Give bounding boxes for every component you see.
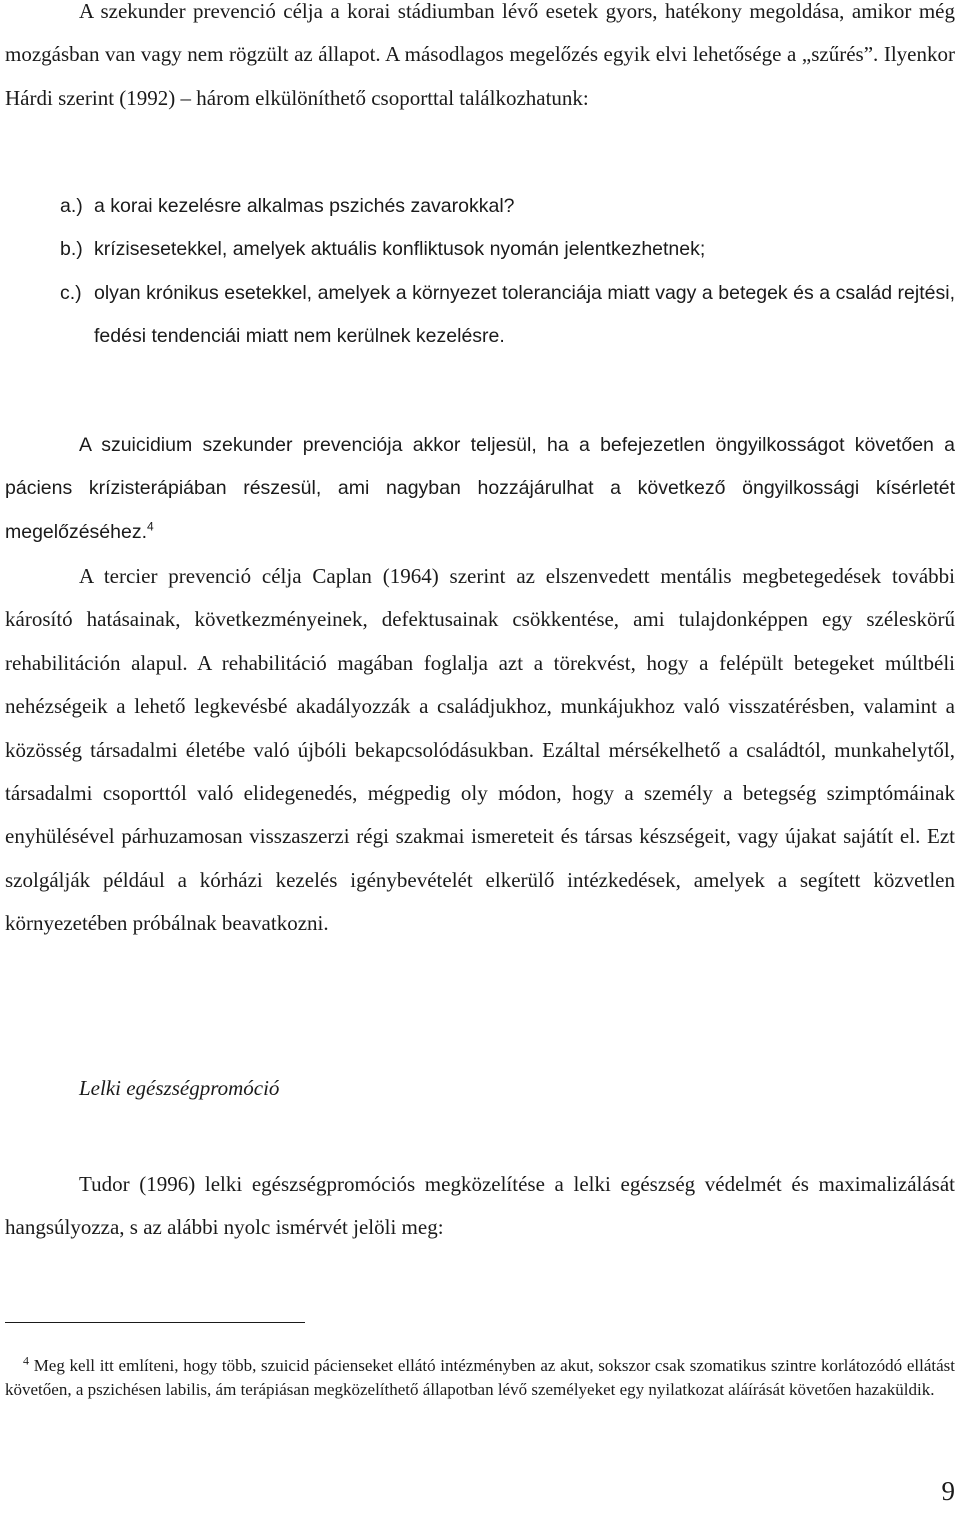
list-item: [60, 228, 955, 271]
tertiary-paragraph: A tercier prevenció célja Caplan (1964) szerint az elszenvedett mentális megbetegedések további károsító hatásainak, következményeinek, defektusainak csökkentése, ami tulajdonképpen egy széleskörű rehabilitáción alapul. A rehabilitáció magában foglalja azt a törekvést, hogy a felépült betegeket múltbéli nehézségeik a lehető legkevésbé akadályozzák a családjukhoz, munkájukhoz való visszatérésben, valamint a közösség társadalmi életébe való újbóli bekapcsolódásukban. Ezáltal mérsékelhető a családtól, munkahelytől, társadalmi csoporttól való elidegenedés, mégpedig oly módon, hogy a személy a betegség szimptómáinak enyhülésével párhuzamosan visszaszerzi régi szakmai ismereteit és társas készségeit, vagy újakat sajátít el. Ezt szolgálják például a kórházi kezelés igénybevételét elkerülő intézkedések, amelyek a segített közvetlen környezetében próbálnak beavatkozni.: [5, 564, 955, 936]
intro-paragraph: A szekunder prevenció célja a korai stádiumban lévő esetek gyors, hatékony megoldása, amikor még mozgásban van vagy nem rögzült az állapot. A másodlagos megelőzés egyik elvi lehetősége a „szűrés”. Ilyenkor Hárdi szerint (1992) – három elkülöníthető csoporttal találkozhatunk:: [5, 0, 955, 110]
footnote-number: 4: [23, 1353, 29, 1368]
list-item: [60, 272, 955, 359]
page-number: 9: [941, 1476, 955, 1506]
list-item-marker: b.): [60, 238, 83, 261]
suicide-paragraph-text: A szuicidium szekunder prevenciója akkor teljesül, ha a befejezetlen öngyilkosságot követően a páciens krízisterápiában részesül, ami nagyban hozzájárulhat a következő öngyilkossági kísérletét megelőzéséhez.: [5, 434, 955, 543]
group-list: [60, 185, 955, 359]
list-item-text: olyan krónikus esetekkel, amelyek a környezet toleranciája miatt vagy a betegek és a család rejtési, fedési tendenciái miatt nem kerülnek kezelésre.: [94, 281, 955, 348]
suicide-paragraph: [5, 424, 955, 554]
tudor-paragraph: Tudor (1996) lelki egészségpromóciós megközelítése a lelki egészség védelmét és maximalizálását hangsúlyozza, s az alábbi nyolc ismérvét jelöli meg:: [5, 1172, 955, 1240]
list-item-text: a korai kezelésre alkalmas pszichés zavarokkal?: [94, 195, 515, 217]
list-item-marker: a.): [60, 195, 83, 217]
footnote-text: Meg kell itt említeni, hogy több, szuicid pácienseket ellátó intézményben az akut, sokszor csak szomatikus szintre korlátozódó ellátást követően, a pszichésen labilis, ám terápiásan megközelíthető állapotban lévő személyeket egy nyilatkozat aláírását követően hazaküldik.: [5, 1356, 955, 1399]
list-item: [60, 185, 955, 228]
footnote-reference[interactable]: 4: [147, 519, 154, 534]
footnote-divider: [5, 1322, 305, 1323]
section-heading: Lelki egészségpromóció: [79, 1076, 280, 1100]
list-item-text: krízisesetekkel, amelyek aktuális konfliktusok nyomán jelentkezhetnek;: [94, 238, 706, 261]
list-item-marker: c.): [60, 281, 82, 304]
footnote: [5, 1354, 955, 1401]
